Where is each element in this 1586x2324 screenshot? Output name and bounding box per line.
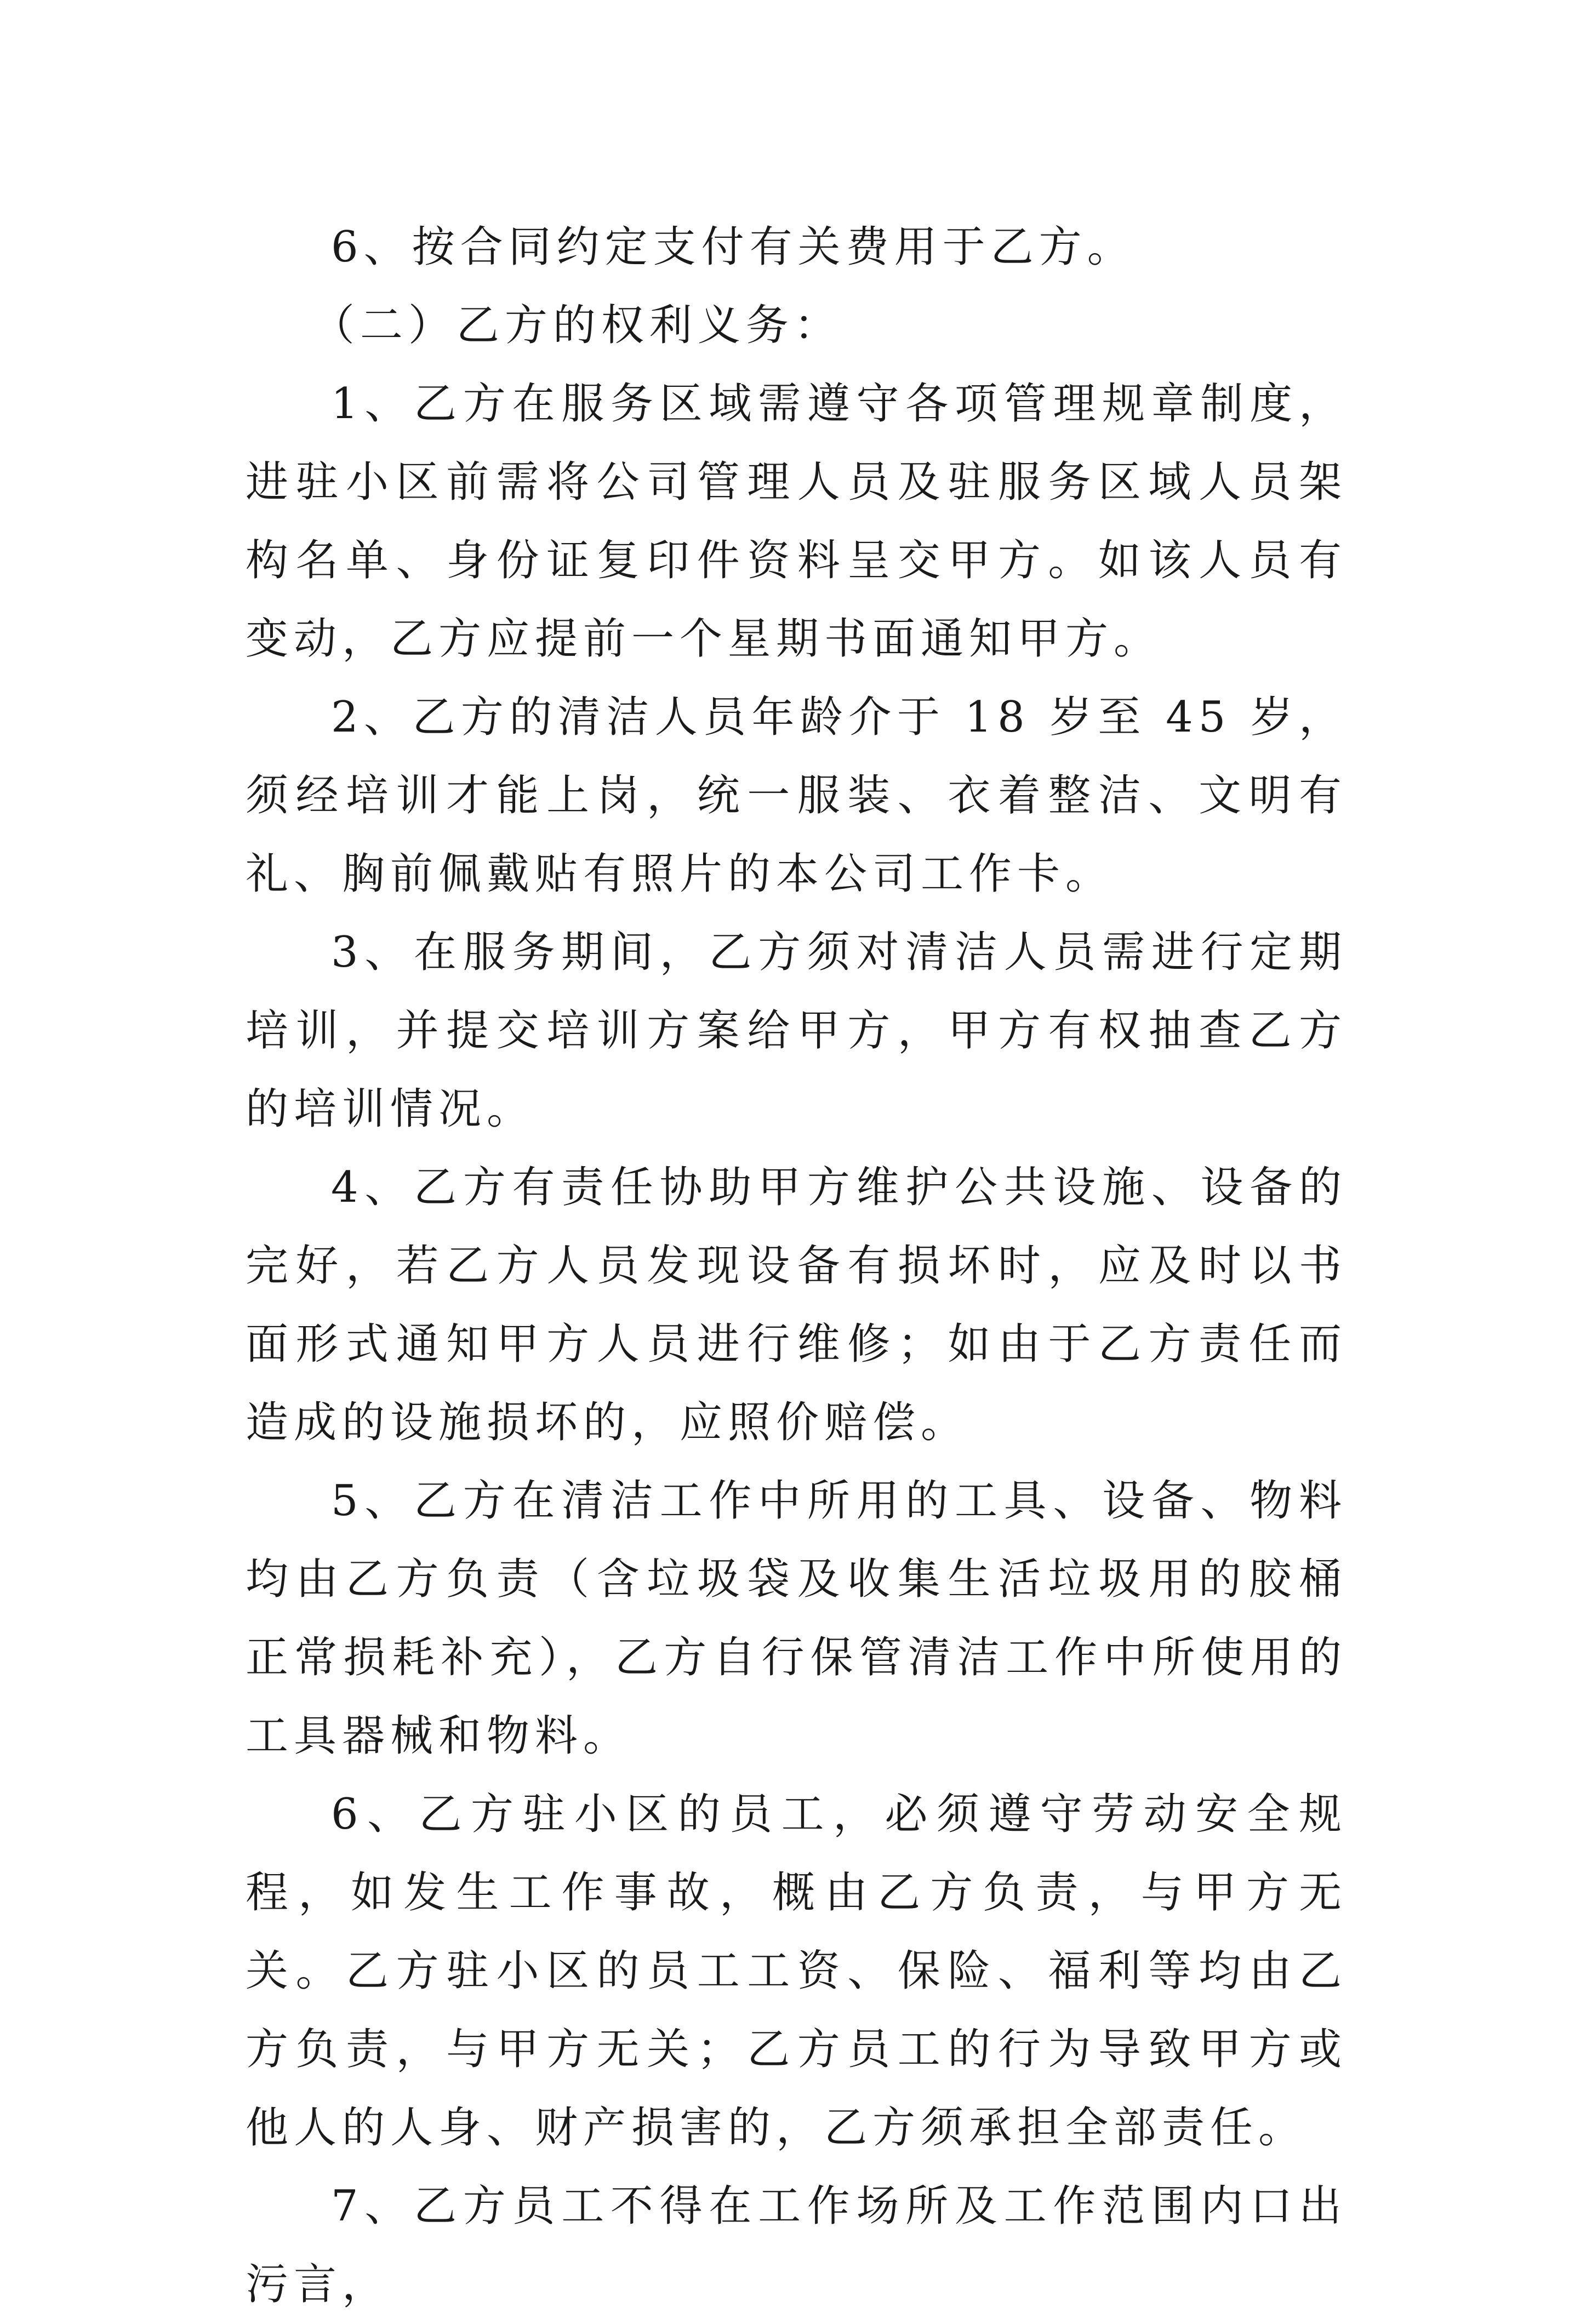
paragraph-payment: 6、按合同约定支付有关费用于乙方。 [331, 222, 1136, 272]
document-body [246, 208, 1347, 2324]
section-heading-party-b-rights: （二）乙方的权利义务： [311, 301, 842, 350]
paragraph-clause-3: 3、在服务期间，乙方须对清洁人员需进行定期培训，并提交培训方案给甲方，甲方有权抽查乙方的培训情况。 [246, 928, 1347, 1134]
paragraph-clause-5: 5、乙方在清洁工作中所用的工具、设备、物料均由乙方负责（含垃圾袋及收集生活垃圾用的胶桶正常损耗补充），乙方自行保管清洁工作中所使用的工具器械和物料。 [246, 1476, 1347, 1761]
paragraph-clause-6: 6、乙方驻小区的员工，必须遵守劳动安全规程，如发生工作事故，概由乙方负责，与甲方无关。乙方驻小区的员工工资、保险、福利等均由乙方负责，与甲方无关；乙方员工的行为导致甲方或他人的人身、财产损害的，乙方须承担全部责任。 [246, 1790, 1347, 2152]
paragraph-clause-4: 4、乙方有责任协助甲方维护公共设施、设备的完好，若乙方人员发现设备有损坏时，应及时以书面形式通知甲方人员进行维修；如由于乙方责任而造成的设施损坏的，应照价赔偿。 [246, 1163, 1347, 1447]
paragraph-clause-1: 1、乙方在服务区域需遵守各项管理规章制度，进驻小区前需将公司管理人员及驻服务区域人员架构名单、身份证复印件资料呈交甲方。如该人员有变动，乙方应提前一个星期书面通知甲方。 [246, 379, 1347, 664]
paragraph-clause-7: 7、乙方员工不得在工作场所及工作范围内口出污言， [246, 2182, 1347, 2309]
paragraph-clause-2: 2、乙方的清洁人员年龄介于 18 岁至 45 岁，须经培训才能上岗，统一服装、衣着整洁、文明有礼、胸前佩戴贴有照片的本公司工作卡。 [246, 693, 1347, 899]
